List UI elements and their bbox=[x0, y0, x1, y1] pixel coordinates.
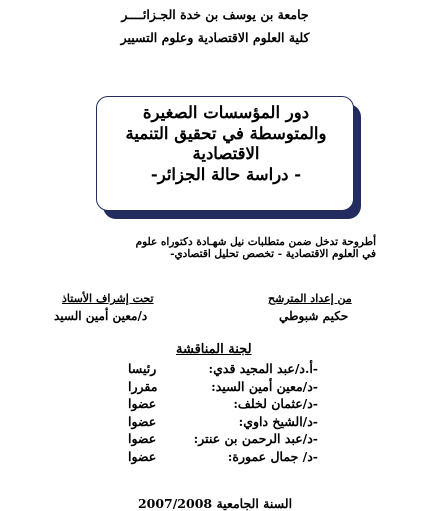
faculty-name: كلية العلوم الاقتصادية وعلوم التسيير bbox=[120, 30, 310, 45]
thesis-title-line-3: الاقتصادية bbox=[192, 144, 260, 163]
committee-member-name: -د/عثمان لخلف: bbox=[233, 396, 318, 411]
committee-heading: لجنة المناقشة bbox=[176, 342, 252, 357]
committee-row bbox=[0, 396, 430, 412]
thesis-title-line-2: والمتوسطة في تحقيق التنمية bbox=[125, 123, 327, 143]
committee-row bbox=[0, 414, 430, 430]
candidate-label: من إعداد المترشح bbox=[268, 292, 352, 305]
committee-row bbox=[0, 431, 430, 447]
committee-member-name: -د/الشيخ داوي: bbox=[238, 414, 318, 429]
committee-member-role: عضوا bbox=[128, 414, 157, 429]
committee-member-role: رئيسا bbox=[128, 361, 157, 376]
academic-year: السنة الجامعية 2007/2008 bbox=[137, 496, 293, 511]
committee-row bbox=[0, 361, 430, 377]
thesis-title-line-1: دور المؤسسات الصغيرة bbox=[142, 103, 310, 122]
supervisor-label: تحت إشراف الأستاذ bbox=[62, 292, 154, 305]
committee-member-role: عضوا bbox=[128, 431, 157, 446]
thesis-description bbox=[135, 236, 376, 260]
title-box bbox=[96, 96, 354, 211]
thesis-description-line-2: في العلوم الاقتصادية - تخصص تحليل اقتصادي- bbox=[170, 247, 376, 260]
candidate-name: حكيم شبوطي bbox=[279, 309, 349, 323]
committee-member-role: عضوا bbox=[128, 396, 157, 411]
committee-row bbox=[0, 379, 430, 395]
thesis-description-line-1: أطروحة تدخل ضمن متطلبات نيل شهـادة دكتوراه علوم bbox=[135, 236, 376, 248]
committee-member-name: -د/عبد الرحمن بن عنتر: bbox=[193, 431, 318, 446]
committee-row bbox=[0, 449, 430, 465]
university-name: جامعة بن يوسف بن خدة الجـزائــــر bbox=[121, 7, 309, 22]
committee-member-name: -د/ جمال عمورة: bbox=[227, 449, 318, 464]
thesis-title bbox=[97, 103, 355, 185]
supervisor-name: د/معين أمين السيد bbox=[54, 309, 148, 323]
committee-member-role: عضوا bbox=[128, 449, 157, 464]
thesis-title-line-4: - دراسة حالة الجزائر- bbox=[150, 164, 302, 184]
committee-member-role: مقررا bbox=[128, 379, 158, 394]
committee-member-name: -أ.د/عبد المجيد قدي: bbox=[208, 361, 318, 376]
committee-member-name: -د/معين أمين السيد: bbox=[211, 379, 318, 394]
